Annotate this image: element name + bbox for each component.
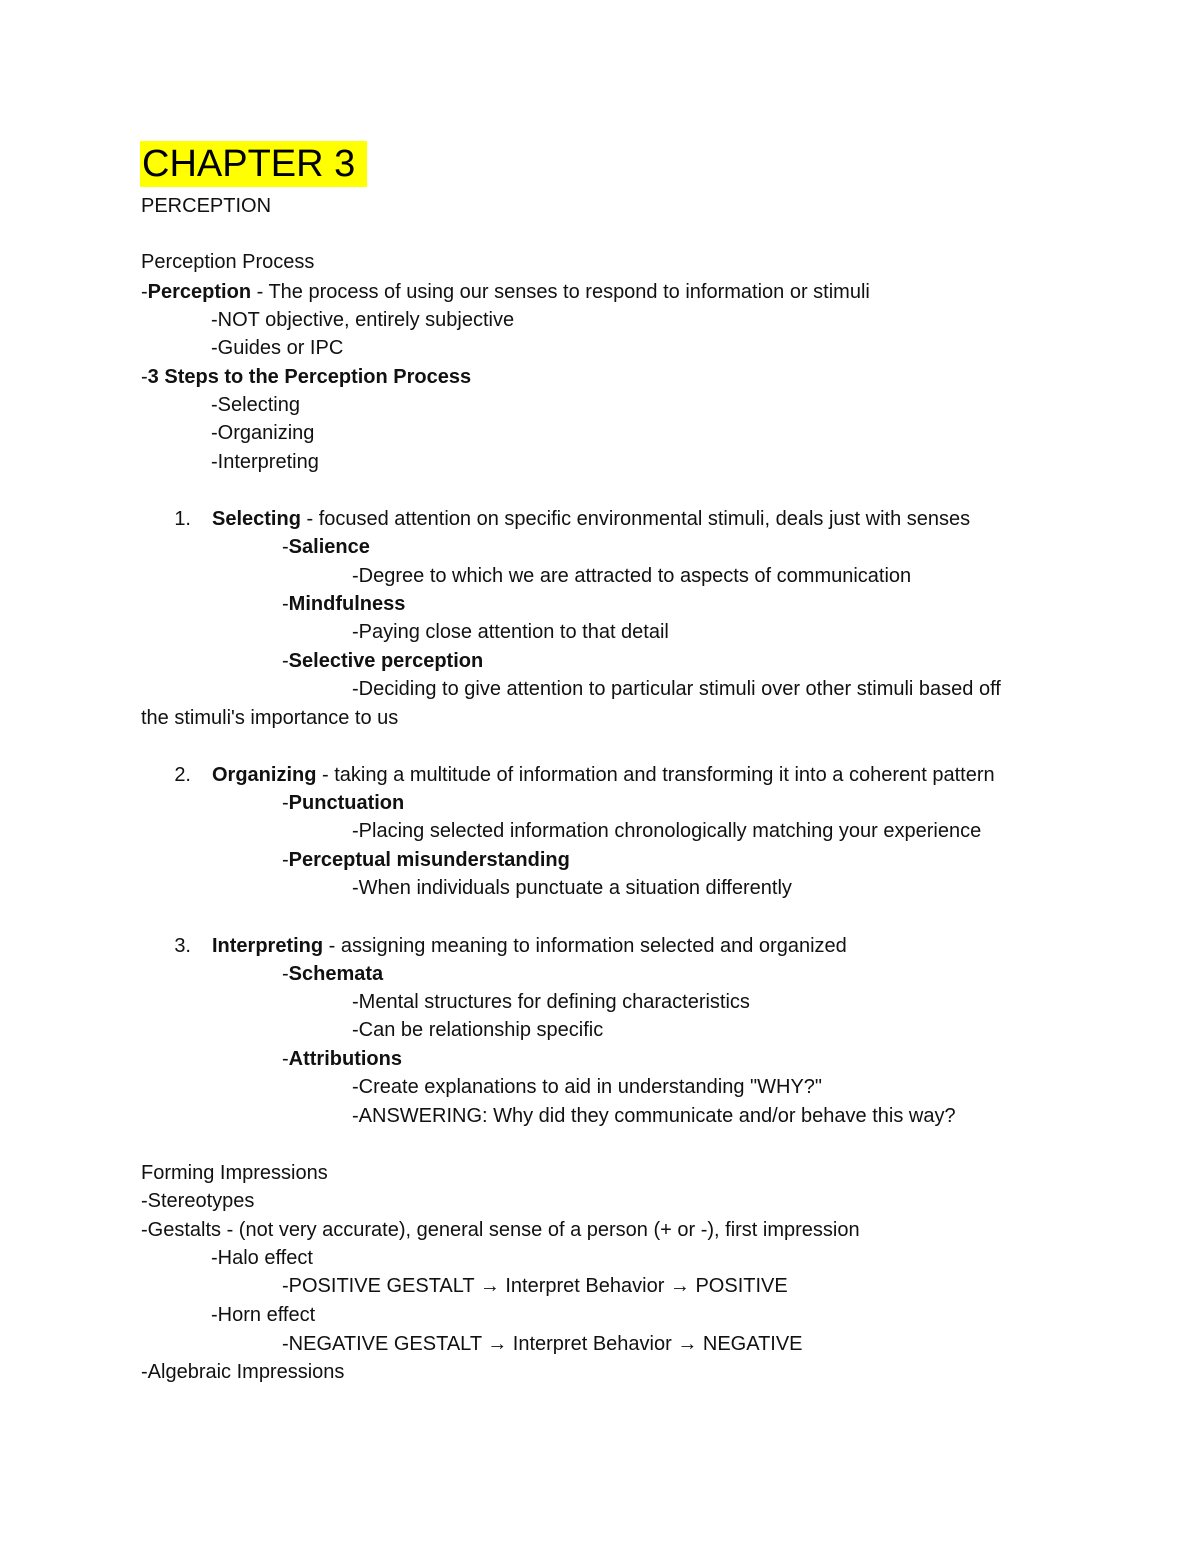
punctuation-term [282, 789, 404, 817]
impression-item: -Gestalts - (not very accurate), general sense of a person (+ or -), first impression [141, 1219, 860, 1241]
dash: - [282, 650, 289, 672]
perceptual-misunderstanding-definition: -When individuals punctuate a situation differently [352, 877, 792, 899]
halo-effect-definition: -POSITIVE GESTALT → Interpret Behavior → POSITIVE [282, 1275, 788, 1297]
dash: - [282, 593, 289, 615]
dash: - [282, 1048, 289, 1070]
term-punctuation: Punctuation [288, 792, 405, 814]
schemata-definition: -Mental structures for defining characteristics [352, 991, 750, 1013]
term-organizing: Organizing [212, 764, 317, 786]
definition-text: - taking a multitude of information and transforming it into a coherent pattern [316, 764, 995, 786]
attributions-definition: -ANSWERING: Why did they communicate and/or behave this way? [352, 1105, 956, 1127]
definition-text: - assigning meaning to information selected and organized [323, 935, 847, 957]
perception-subpoint: -Guides or IPC [211, 337, 344, 359]
term-schemata: Schemata [288, 963, 384, 985]
selecting-definition [212, 505, 970, 533]
horn-effect-definition: -NEGATIVE GESTALT → Interpret Behavior → NEGATIVE [282, 1333, 803, 1355]
schemata-definition: -Can be relationship specific [352, 1019, 604, 1041]
dash: - [282, 849, 289, 871]
selective-perception-term [282, 647, 483, 675]
chapter-title: CHAPTER 3 [140, 141, 367, 187]
impression-item: -Stereotypes [141, 1190, 255, 1212]
list-number: 3. [174, 935, 191, 957]
list-number: 1. [174, 508, 191, 530]
halo-effect: -Halo effect [211, 1247, 313, 1269]
perception-subpoint: -NOT objective, entirely subjective [211, 309, 515, 331]
steps-heading [141, 363, 471, 391]
perception-definition [141, 278, 870, 306]
impression-item: -Algebraic Impressions [141, 1361, 345, 1383]
dash: - [282, 963, 289, 985]
definition-text: - The process of using our senses to respond to information or stimuli [251, 281, 870, 303]
dash: - [282, 792, 289, 814]
step-item: -Selecting [211, 394, 300, 416]
selective-perception-definition-cont: the stimuli's importance to us [141, 707, 399, 729]
term-attributions: Attributions [288, 1048, 402, 1070]
salience-term [282, 533, 370, 561]
term-mindfulness: Mindfulness [288, 593, 406, 615]
term-perceptual-misunderstanding: Perceptual misunderstanding [288, 849, 570, 871]
term-salience: Salience [288, 536, 370, 558]
attributions-definition: -Create explanations to aid in understanding "WHY?" [352, 1076, 823, 1098]
selective-perception-definition: -Deciding to give attention to particular stimuli over other stimuli based off [352, 678, 1001, 700]
perceptual-misunderstanding-term [282, 846, 570, 874]
horn-effect: -Horn effect [211, 1304, 316, 1326]
organizing-definition [212, 761, 995, 789]
term-perception: Perception [147, 281, 252, 303]
mindfulness-definition: -Paying close attention to that detail [352, 621, 669, 643]
step-item: -Interpreting [211, 451, 319, 473]
steps-heading-text: 3 Steps to the Perception Process [147, 366, 472, 388]
dash: - [141, 366, 148, 388]
mindfulness-term [282, 590, 405, 618]
dash: - [282, 536, 289, 558]
schemata-term [282, 960, 383, 988]
attributions-term [282, 1045, 402, 1073]
dash: - [141, 281, 148, 303]
definition-text: - focused attention on specific environmental stimuli, deals just with senses [300, 508, 971, 530]
step-item: -Organizing [211, 422, 315, 444]
subtitle: PERCEPTION [141, 195, 272, 217]
salience-definition: -Degree to which we are attracted to aspects of communication [352, 565, 912, 587]
interpreting-definition [212, 932, 847, 960]
term-interpreting: Interpreting [212, 935, 324, 957]
section-heading-perception-process: Perception Process [141, 251, 315, 273]
section-heading-forming-impressions: Forming Impressions [141, 1162, 328, 1184]
list-number: 2. [174, 764, 191, 786]
punctuation-definition: -Placing selected information chronologically matching your experience [352, 820, 982, 842]
term-selecting: Selecting [212, 508, 301, 530]
term-selective-perception: Selective perception [288, 650, 484, 672]
